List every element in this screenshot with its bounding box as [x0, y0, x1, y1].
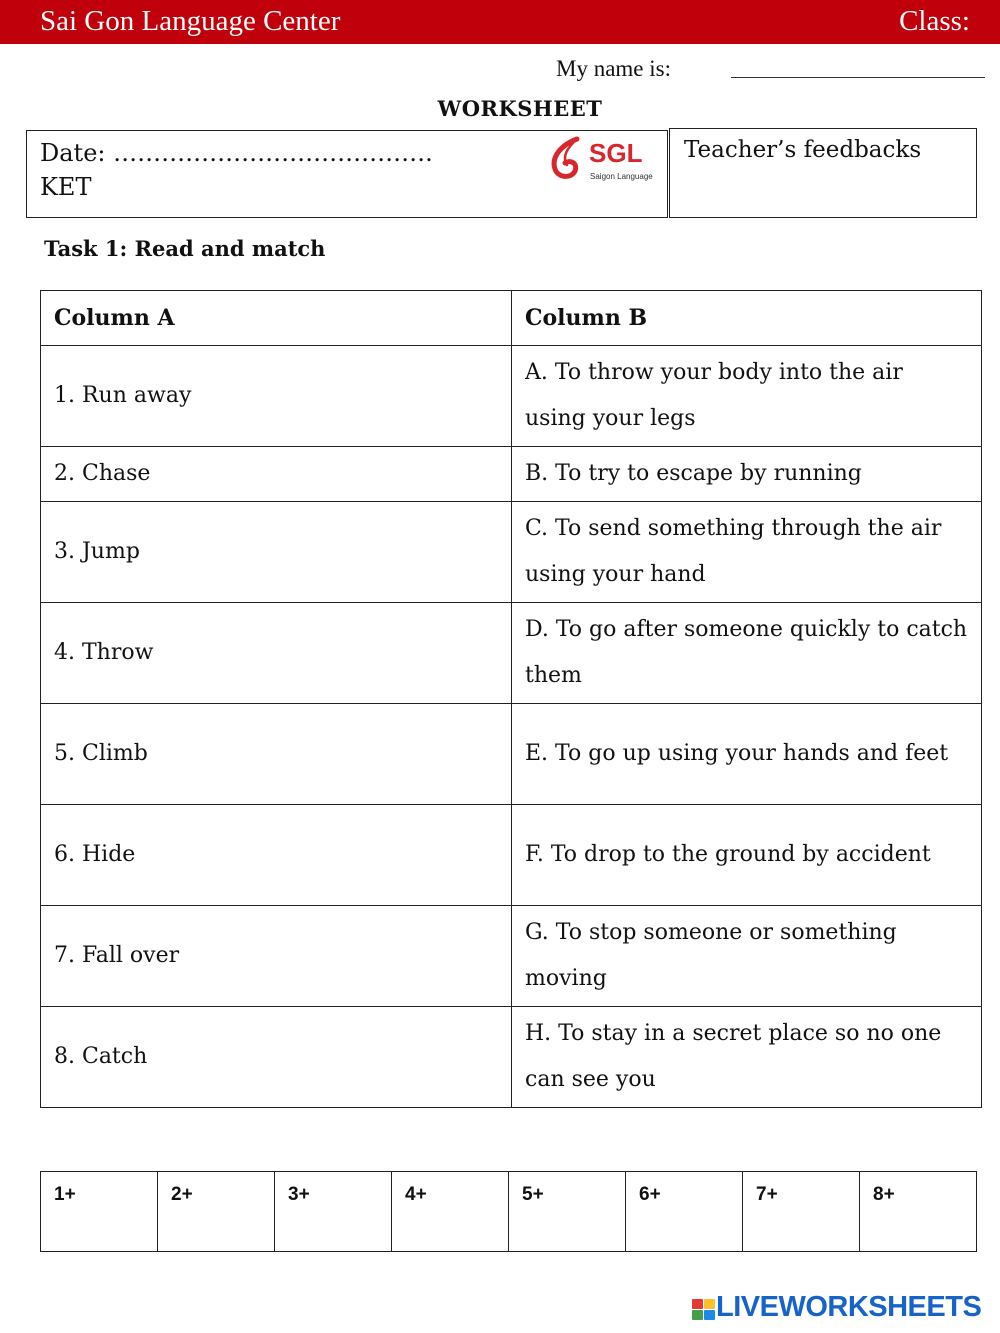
name-input-line[interactable] [731, 77, 985, 78]
level-label: KET [40, 173, 92, 201]
column-a-cell: 5. Climb [41, 704, 512, 805]
column-a-header: Column A [41, 291, 512, 346]
match-table [40, 290, 982, 1108]
column-b-cell: D. To go after someone quickly to catch them [512, 603, 982, 704]
center-name: Sai Gon Language Center [40, 5, 341, 37]
answer-cell-3[interactable]: 3+ [275, 1172, 392, 1252]
name-label: My name is: [556, 56, 671, 81]
header-bar [0, 0, 1000, 44]
class-label: Class: [899, 5, 970, 37]
date-box [26, 130, 668, 218]
liveworksheets-brand: LIVEWORKSHEETS [716, 1291, 982, 1323]
column-b-cell: G. To stop someone or something moving [512, 906, 982, 1007]
table-row [41, 704, 982, 805]
column-b-cell: H. To stay in a secret place so no one can see you [512, 1007, 982, 1108]
column-a-cell: 7. Fall over [41, 906, 512, 1007]
answer-cell-8[interactable]: 8+ [860, 1172, 977, 1252]
table-header-row [41, 291, 982, 346]
answer-cell-4[interactable]: 4+ [392, 1172, 509, 1252]
column-a-cell: 2. Chase [41, 447, 512, 502]
feedback-box [669, 128, 977, 218]
answer-cell-1[interactable]: 1+ [41, 1172, 158, 1252]
worksheet-title: WORKSHEET [437, 96, 603, 121]
answer-row [41, 1172, 977, 1252]
date-line: Date: …………………………………. [40, 139, 433, 167]
column-b-cell: B. To try to escape by running [512, 447, 982, 502]
liveworksheets-blocks-icon [692, 1299, 718, 1321]
column-b-cell: A. To throw your body into the air using your legs [512, 346, 982, 447]
table-row [41, 346, 982, 447]
column-a-cell: 6. Hide [41, 805, 512, 906]
table-row [41, 447, 982, 502]
answer-cell-2[interactable]: 2+ [158, 1172, 275, 1252]
task-title: Task 1: Read and match [44, 236, 326, 261]
logo-subtext: Saigon Language [590, 172, 653, 181]
answer-cell-7[interactable]: 7+ [743, 1172, 860, 1252]
column-a-cell: 3. Jump [41, 502, 512, 603]
column-a-cell: 8. Catch [41, 1007, 512, 1108]
answer-cell-6[interactable]: 6+ [626, 1172, 743, 1252]
column-b-cell: E. To go up using your hands and feet [512, 704, 982, 805]
answer-table [40, 1171, 977, 1252]
column-b-header: Column B [512, 291, 982, 346]
column-b-cell: F. To drop to the ground by accident [512, 805, 982, 906]
logo-text: SGL [589, 138, 643, 168]
sgl-logo-icon [547, 135, 587, 187]
column-a-cell: 1. Run away [41, 346, 512, 447]
feedback-label: Teacher’s feedbacks [684, 137, 922, 163]
column-a-cell: 4. Throw [41, 603, 512, 704]
table-row [41, 502, 982, 603]
table-row [41, 603, 982, 704]
column-b-cell: C. To send something through the air using your hand [512, 502, 982, 603]
table-row [41, 805, 982, 906]
answer-cell-5[interactable]: 5+ [509, 1172, 626, 1252]
table-row [41, 906, 982, 1007]
table-row [41, 1007, 982, 1108]
sgl-logo [547, 135, 657, 187]
